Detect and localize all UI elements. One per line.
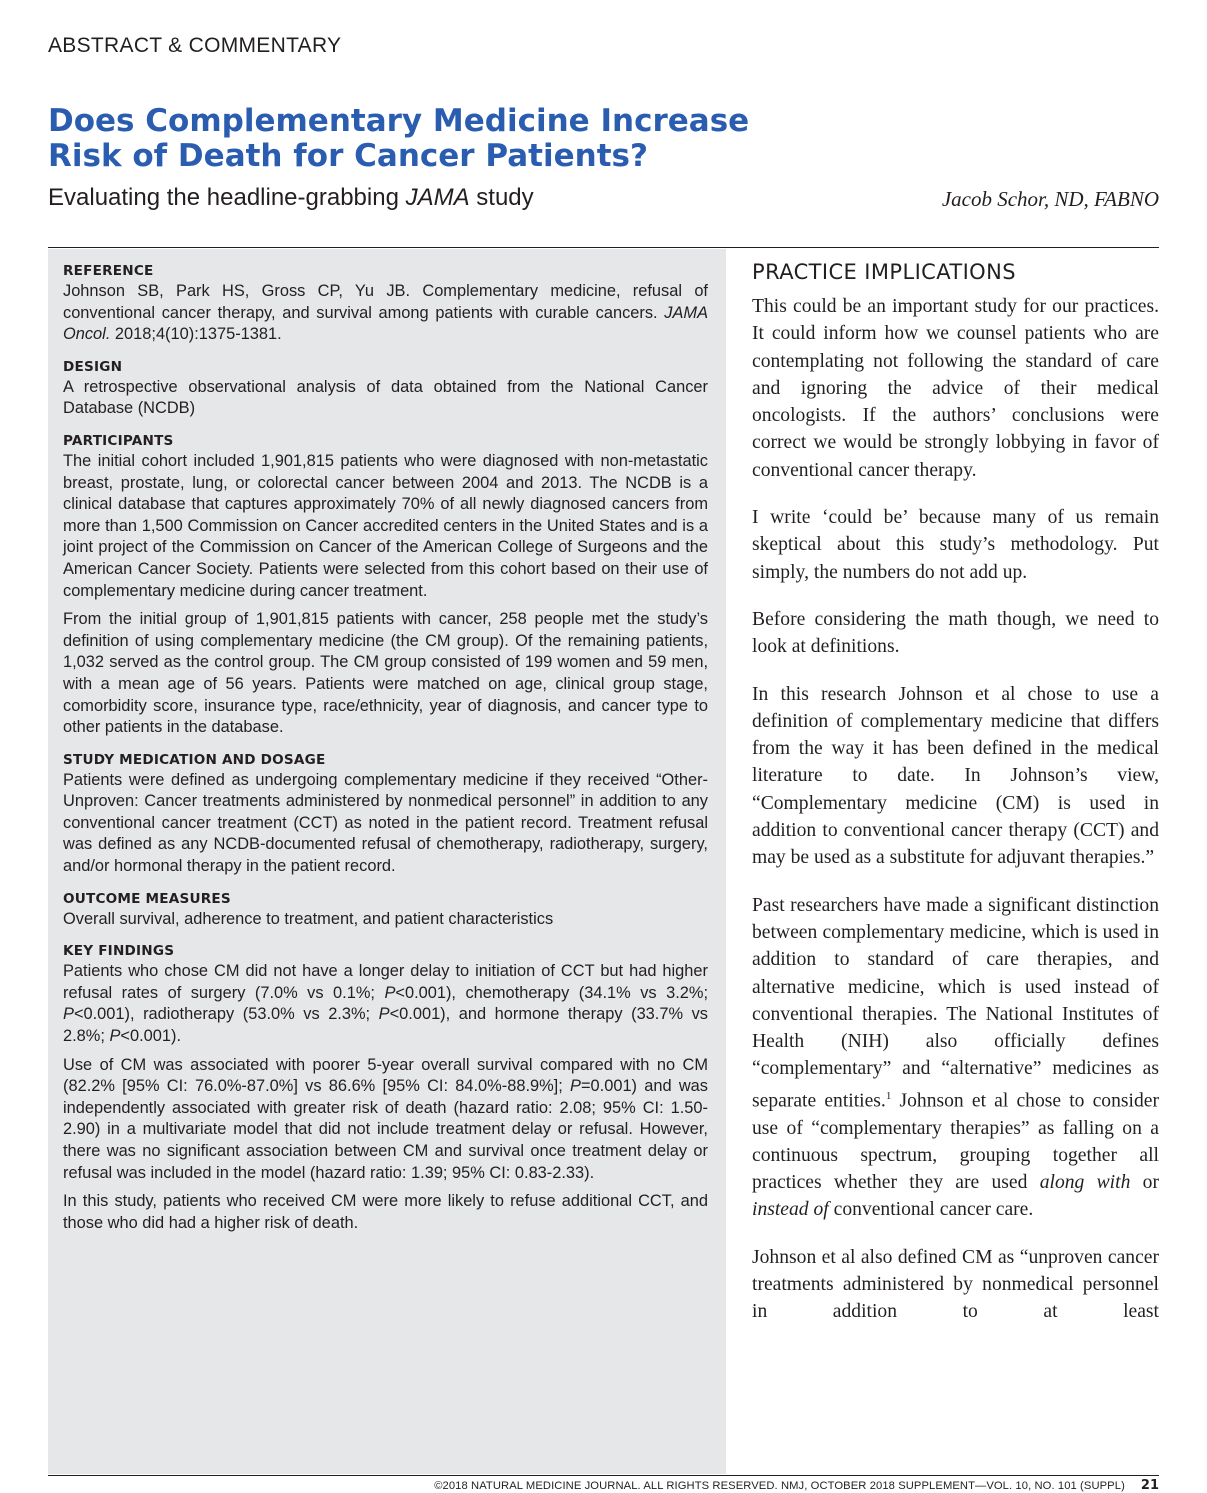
practice-paragraph-6: Johnson et al also defined CM as “unproven cancer treatments administered by nonmedical personnel in addition to at least	[752, 1246, 1159, 1323]
practice-paragraph-2: I write ‘could be’ because many of us remain skeptical about this study’s methodology. Put simply, the numbers do not add up.	[752, 507, 1159, 583]
copyright-line: ©2018 NATURAL MEDICINE JOURNAL. ALL RIGHTS RESERVED. NMJ, OCTOBER 2018 SUPPLEMENT—VOL. 10, NO. 101 (SUPPL)	[434, 1480, 1125, 1492]
findings-paragraph-2	[63, 1055, 708, 1185]
reference-citation	[63, 281, 708, 346]
practice-paragraph-5	[752, 892, 1159, 1224]
findings-text: <0.001), and hormone therapy (33.7% vs 2.8%;	[63, 1005, 708, 1046]
findings-paragraph-3: In this study, patients who received CM were more likely to refuse additional CCT, and those who did had a higher risk of death.	[63, 1192, 708, 1232]
findings-text: <0.001), chemotherapy (34.1% vs 3.2%;	[395, 983, 708, 1002]
practice-text: Johnson et al chose to consider use of “complementary therapies” as falling on a continuous spectrum, grouping together all practices whether they are used	[752, 1090, 1159, 1194]
outcomes-heading: OUTCOME MEASURES	[63, 890, 231, 907]
outcomes-text: Overall survival, adherence to treatment, and patient characteristics	[63, 909, 554, 928]
article-title: Does Complementary Medicine Increase Risk of Death for Cancer Patients?	[48, 103, 750, 174]
findings-heading: KEY FINDINGS	[63, 943, 175, 960]
p-value-symbol: P	[384, 983, 396, 1002]
practice-text: or	[1130, 1172, 1159, 1194]
medication-heading: STUDY MEDICATION AND DOSAGE	[63, 751, 326, 768]
findings-text: Use of CM was associated with poorer 5-year overall survival compared with no CM (82.2% [95% CI: 76.0%-87.0%] vs 86.6% [95% CI: 84.0%-88.9%];	[63, 1055, 708, 1096]
design-heading: DESIGN	[63, 358, 123, 375]
bottom-divider	[48, 1475, 1159, 1476]
practice-emphasis: along with	[1039, 1172, 1131, 1194]
subtitle-text-end: study	[469, 184, 534, 211]
reference-journal: JAMA Oncol.	[63, 303, 708, 344]
practice-text: Past researchers have made a significant distinction between complementary medicine, which is used in addition to standard of care therapies, and alternative medicine, which is used instead of conventional therapies. The National Institutes of Health (NIH) also officially defines “complementary” and “alternative” medicines as separate entities.	[752, 894, 1159, 1112]
practice-paragraph-3: Before considering the math though, we need to look at definitions.	[752, 608, 1159, 658]
section-label: ABSTRACT & COMMENTARY	[48, 34, 342, 57]
findings-text: =0.001) and was independently associated with greater risk of death (hazard ratio: 2.08; 95% CI: 1.50-2.90) in a multivariate model that did not include treatment delay or refusal. However, there was no significant association between CM and survival once treatment delay or refusal was included in the model (hazard ratio: 1.39; 95% CI: 0.83-2.33).	[63, 1077, 708, 1182]
reference-text: Johnson SB, Park HS, Gross CP, Yu JB. Complementary medicine, refusal of conventional cancer therapy, and survival among patients with curable cancers.	[63, 282, 708, 322]
practice-emphasis: instead of	[752, 1199, 829, 1221]
participants-heading: PARTICIPANTS	[63, 432, 174, 449]
participants-paragraph-1: The initial cohort included 1,901,815 patients who were diagnosed with non-metastatic breast, prostate, lung, or colorectal cancer between 2004 and 2013. The NCDB is a clinical database that captures approximately 70% of all newly diagnosed cancers from more than 1,500 Commission on Cancer accredited centers in the United States and is a joint project of the Commission on Cancer of the American College of Surgeons and the American Cancer Society. Patients were selected from this cohort based on their use of complementary medicine during cancer treatment.	[63, 451, 708, 600]
page-number: 21	[1140, 1478, 1159, 1493]
author-byline: Jacob Schor, ND, FABNO	[941, 187, 1159, 211]
subtitle-journal: JAMA	[405, 184, 470, 211]
findings-text: <0.001).	[120, 1027, 182, 1046]
reference-heading: REFERENCE	[63, 263, 154, 279]
design-text: A retrospective observational analysis of data obtained from the National Cancer Database (NCDB)	[63, 377, 708, 418]
findings-text: Patients who chose CM did not have a longer delay to initiation of CCT but had higher refusal rates of surgery (7.0% vs 0.1%;	[63, 962, 708, 1002]
top-divider	[48, 247, 1159, 248]
practice-text: conventional cancer care.	[828, 1199, 1034, 1221]
abstract-panel	[48, 249, 726, 1474]
p-value-symbol: P	[63, 1005, 74, 1024]
abstract-content	[63, 262, 708, 1241]
p-value-symbol: P	[109, 1027, 121, 1046]
subtitle-text: Evaluating the headline-grabbing	[48, 184, 406, 211]
medication-text: Patients were defined as undergoing complementary medicine if they received “Other-Unproven: Cancer treatments administered by nonmedical personnel” in addition to any conventional cancer treatment (CCT) as noted in the patient record. Treatment refusal was defined as any NCDB-documented refusal of chemotherapy, radiotherapy, surgery, and/or hormonal therapy in the patient record.	[63, 770, 708, 876]
footnote-reference: 1	[885, 1089, 892, 1102]
reference-text-end: 2018;4(10):1375-1381.	[110, 325, 282, 344]
practice-paragraph-4: In this research Johnson et al chose to use a definition of complementary medicine that differs from the way it has been defined in the medical literature to date. In Johnson’s view, “Complementary medicine (CM) is used in addition to conventional cancer therapy (CCT) and may be used as a substitute for adjuvant therapies.”	[752, 683, 1159, 869]
p-value-symbol: P	[378, 1005, 390, 1024]
article-subtitle	[48, 184, 534, 212]
findings-paragraph-1	[63, 961, 708, 1047]
practice-heading: PRACTICE IMPLICATIONS	[752, 260, 1016, 284]
findings-text: <0.001), radiotherapy (53.0% vs 2.3%;	[73, 1005, 379, 1024]
p-value-symbol: P	[570, 1077, 581, 1096]
participants-paragraph-2: From the initial group of 1,901,815 patients with cancer, 258 people met the study’s definition of using complementary medicine (the CM group). Of the remaining patients, 1,032 served as the control group. The CM group consisted of 199 women and 59 men, with a mean age of 56 years. Patients were matched on age, clinical group stage, comorbidity score, insurance type, race/ethnicity, year of diagnosis, and cancer type to other patients in the database.	[63, 610, 708, 737]
practice-paragraph-1: This could be an important study for our practices. It could inform how we counsel patients who are contemplating not following the standard of care and ignoring the advice of their medical oncologists. If the authors’ conclusions were correct we would be strongly lobbying in favor of conventional cancer therapy.	[752, 296, 1159, 481]
practice-implications-column	[752, 260, 1159, 1346]
